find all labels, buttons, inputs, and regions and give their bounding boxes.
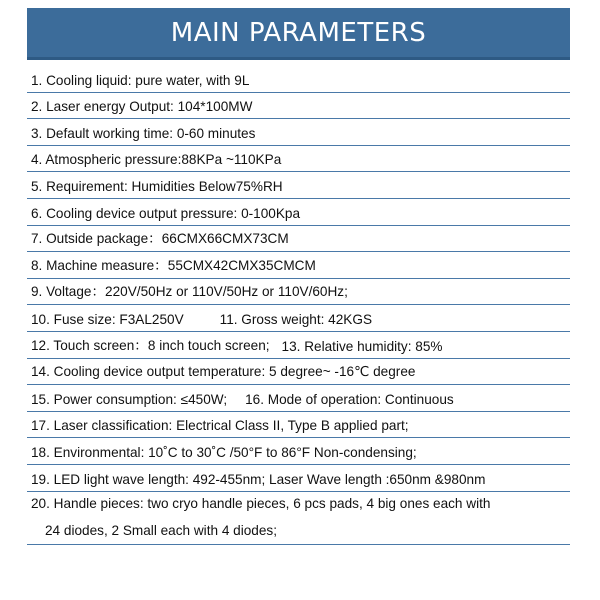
param-row: [27, 492, 570, 545]
param-text: 12. Touch screen：8 inch touch screen;: [31, 337, 270, 353]
param-row: [27, 385, 570, 412]
param-text: 18. Environmental: 10˚C to 30˚C /50°F to 86°F Non-condensing;: [31, 444, 417, 460]
param-text: 15. Power consumption: ≤450W;: [31, 391, 228, 407]
param-row: [27, 332, 570, 359]
param-text: 17. Laser classification: Electrical Class II, Type B applied part;: [31, 418, 409, 434]
param-row: [27, 412, 570, 439]
param-row: [27, 359, 570, 386]
param-text: 14. Cooling device output temperature: 5 degree~ -16℃ degree: [31, 364, 416, 380]
param-row: [27, 279, 570, 306]
param-text: 3. Default working time: 0-60 minutes: [31, 125, 256, 141]
param-text: 5. Requirement: Humidities Below75%RH: [31, 178, 283, 194]
param-row: [27, 252, 570, 279]
param-row: [27, 465, 570, 492]
param-text: 8. Machine measure：55CMX42CMX35CMCM: [31, 257, 316, 273]
param-text: 10. Fuse size: F3AL250V: [31, 311, 184, 327]
param-row: [27, 93, 570, 120]
param-row: [27, 119, 570, 146]
param-text: 11. Gross weight: 42KGS: [219, 311, 373, 327]
param-text: 19. LED light wave length: 492-455nm; Laser Wave length :650nm &980nm: [31, 471, 486, 487]
param-row: [27, 172, 570, 199]
parameter-list: [27, 66, 570, 545]
param-text: 9. Voltage：220V/50Hz or 110V/50Hz or 110V/60Hz;: [31, 284, 348, 300]
page-title: MAIN PARAMETERS: [170, 17, 427, 48]
param-text: 6. Cooling device output pressure: 0-100Kpa: [31, 205, 301, 221]
param-text: 7. Outside package：66CMX66CMX73CM: [31, 231, 289, 247]
param-text: 1. Cooling liquid: pure water, with 9L: [31, 72, 250, 88]
param-text: 13. Relative humidity: 85%: [281, 338, 443, 354]
param-row: [27, 305, 570, 332]
param-row: [27, 438, 570, 465]
param-text: 16. Mode of operation: Continuous: [245, 391, 454, 407]
param-text: 20. Handle pieces: two cryo handle pieces, 6 pcs pads, 4 big ones each with: [31, 495, 491, 511]
param-text-continued: 24 diodes, 2 Small each with 4 diodes;: [45, 522, 277, 538]
param-row: [27, 66, 570, 93]
header-banner: [27, 8, 570, 60]
param-row: [27, 146, 570, 173]
param-row: [27, 226, 570, 253]
param-text: 2. Laser energy Output: 104*100MW: [31, 99, 253, 115]
param-text: 4. Atmospheric pressure:88KPa ~110KPa: [31, 152, 282, 168]
param-row: [27, 199, 570, 226]
